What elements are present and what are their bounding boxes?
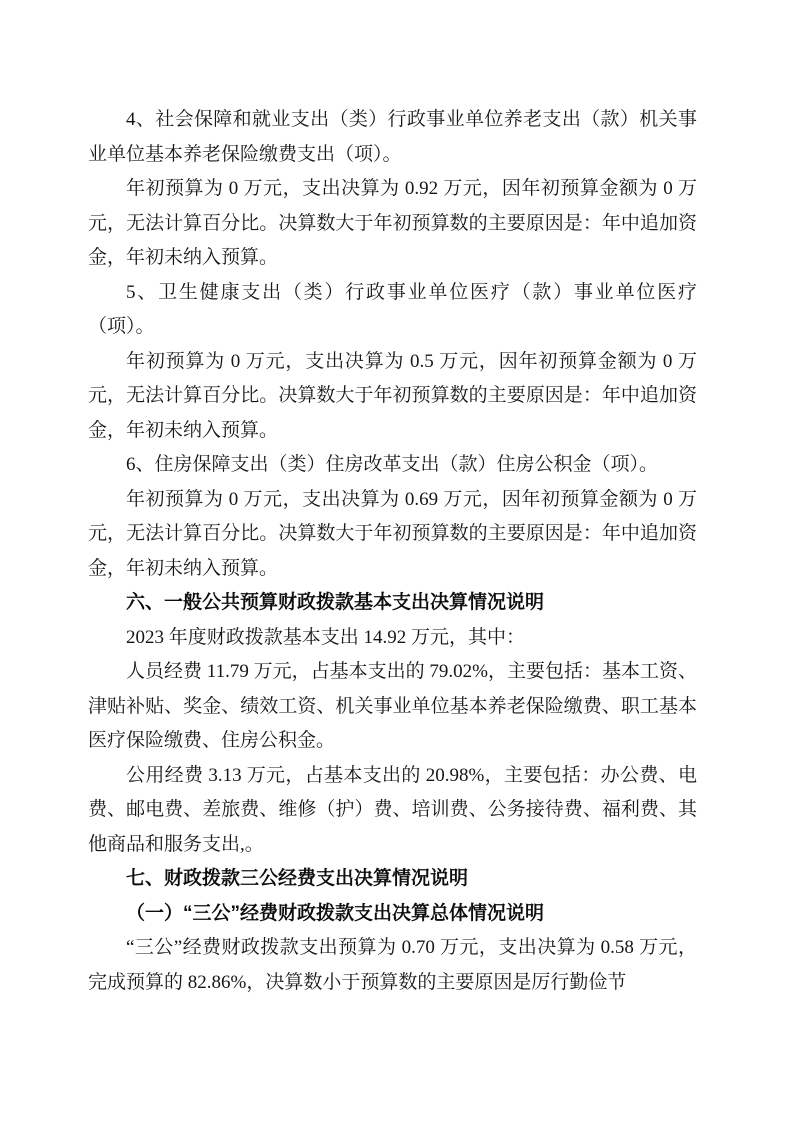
body-paragraph: 2023 年度财政拨款基本支出 14.92 万元，其中： bbox=[126, 626, 526, 648]
section-heading: 六、一般公共预算财政拨款基本支出决算情况说明 bbox=[126, 592, 545, 613]
body-paragraph: 6、住房保障支出（类）住房改革支出（款）住房公积金（项）。 bbox=[126, 454, 659, 475]
section-heading: （一）“三公”经费财政拨款支出决算总体情况说明 bbox=[126, 902, 545, 924]
section-heading: 七、财政拨款三公经费支出决算情况说明 bbox=[126, 868, 469, 889]
body-paragraph: 人员经费 11.79 万元，占基本支出的 79.02%，主要包括：基本工资、津贴补贴、奖金、绩效工资、机关事业单位基本养老保险缴费、职工基本医疗保险缴费、住房公积金。 bbox=[88, 661, 697, 751]
body-paragraph: 4、社会保障和就业支出（类）行政事业单位养老支出（款）机关事业单位基本养老保险缴费支出（项）。 bbox=[88, 109, 697, 165]
body-paragraph: 年初预算为 0 万元，支出决算为 0.92 万元，因年初预算金额为 0 万元，无法计算百分比。决算数大于年初预算数的主要原因是：年中追加资金，年初未纳入预算。 bbox=[88, 178, 697, 268]
body-paragraph: 5、卫生健康支出（类）行政事业单位医疗（款）事业单位医疗（项）。 bbox=[88, 281, 697, 337]
document-content bbox=[88, 103, 697, 1000]
body-paragraph: 年初预算为 0 万元，支出决算为 0.69 万元，因年初预算金额为 0 万元，无法计算百分比。决算数大于年初预算数的主要原因是：年中追加资金，年初未纳入预算。 bbox=[88, 488, 697, 579]
body-paragraph: 年初预算为 0 万元，支出决算为 0.5 万元，因年初预算金额为 0 万元，无法计算百分比。决算数大于年初预算数的主要原因是：年中追加资金，年初未纳入预算。 bbox=[88, 350, 697, 441]
body-paragraph: 公用经费 3.13 万元，占基本支出的 20.98%，主要包括：办公费、电费、邮电费、差旅费、维修（护）费、培训费、公务接待费、福利费、其他商品和服务支出,。 bbox=[88, 764, 697, 855]
body-paragraph: “三公”经费财政拨款支出预算为 0.70 万元，支出决算为 0.58 万元，完成预算的 82.86%，决算数小于预算数的主要原因是厉行勤俭节 bbox=[88, 937, 697, 993]
